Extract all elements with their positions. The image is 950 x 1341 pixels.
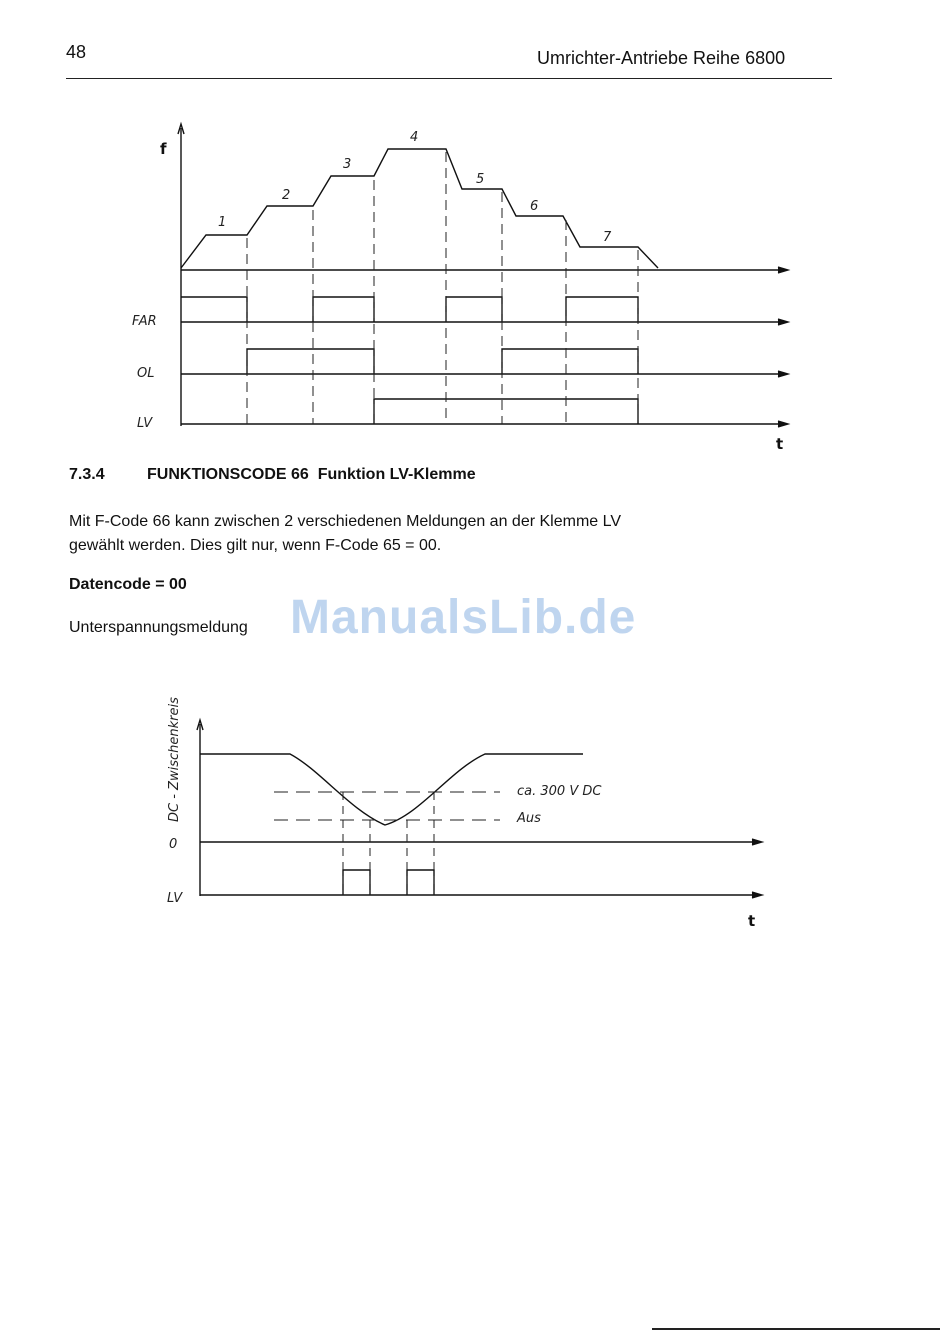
step-label: 6: [530, 199, 539, 214]
ol-pulse: [502, 349, 638, 374]
step-label: 7: [603, 230, 612, 245]
threshold-label: ca. 300 V DC: [517, 784, 602, 799]
section-subtitle: Funktion LV-Klemme: [317, 466, 476, 483]
section-title: FUNKTIONSCODE 66: [147, 466, 309, 483]
step-label: 4: [410, 130, 419, 145]
time-arrow-1: [778, 267, 788, 273]
lv-label-2: LV: [167, 891, 183, 906]
subheading: Unterspannungsmeldung: [69, 619, 248, 636]
far-pulse: [446, 297, 502, 322]
dc-axis-label: DC - Zwischenkreis: [167, 697, 182, 822]
far-pulse: [181, 297, 247, 322]
section-number: 7.3.4: [69, 466, 105, 483]
reference-lines: [247, 152, 638, 424]
t-axis-label-2: t: [748, 912, 756, 930]
body-line-2: gewählt werden. Dies gilt nur, wenn F-Code 65 = 00.: [69, 537, 442, 554]
threshold-lines: [274, 792, 500, 820]
page-number: 48: [66, 42, 87, 62]
lv-pulse: [374, 399, 638, 424]
zero-label: 0: [169, 837, 178, 852]
far-label: FAR: [132, 314, 157, 329]
undervoltage-timing-diagram: [0, 670, 950, 940]
lv-pulse-2: [407, 870, 434, 895]
frequency-timing-diagram: [0, 0, 950, 470]
f-axis-label: f: [160, 140, 167, 158]
lv-label: LV: [137, 416, 153, 431]
section-heading: [69, 466, 476, 484]
footer-divider: [652, 1328, 940, 1330]
off-label: Aus: [517, 811, 541, 826]
datacode-heading: Datencode = 00: [69, 576, 187, 593]
step-label: 2: [282, 188, 291, 203]
step-label: 3: [343, 157, 352, 172]
header-title: Umrichter-Antriebe Reihe 6800: [537, 48, 786, 68]
body-line-1: Mit F-Code 66 kann zwischen 2 verschiedenen Meldungen an der Klemme LV: [69, 513, 621, 530]
lv-pulse-2: [343, 870, 370, 895]
ol-pulse: [247, 349, 374, 374]
frequency-curve: [181, 149, 658, 268]
far-pulse: [313, 297, 374, 322]
step-label: 1: [218, 215, 227, 230]
t-axis-label: t: [776, 435, 784, 453]
far-pulse: [566, 297, 638, 322]
watermark: ManualsLib.de: [290, 591, 637, 644]
ol-label: OL: [137, 366, 155, 381]
step-label: 5: [476, 172, 485, 187]
